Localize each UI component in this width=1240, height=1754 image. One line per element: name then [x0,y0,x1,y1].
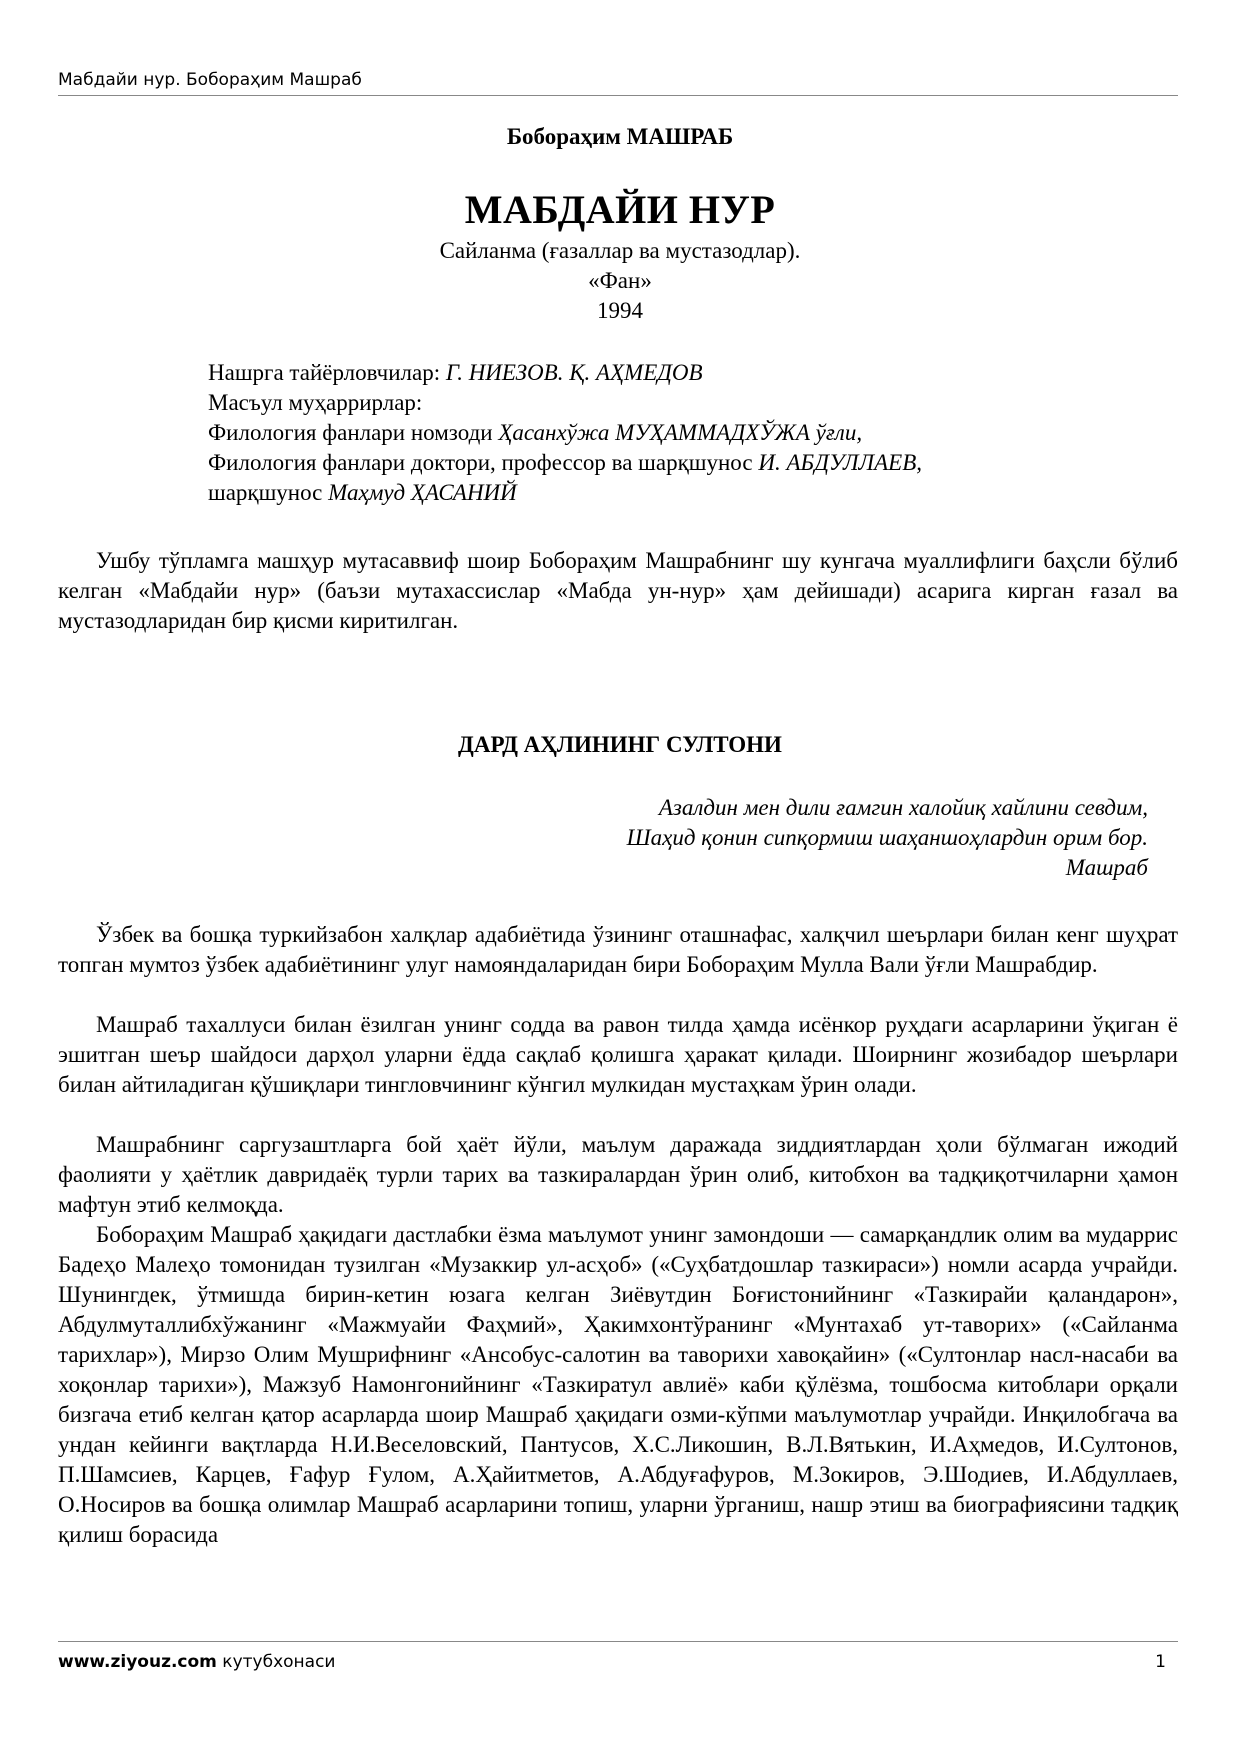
publisher: «Фан» [588,268,652,293]
intro-paragraph: Ушбу тўпламга машҳур мутасаввиф шоир Бобораҳим Машрабнинг шу кунгача муаллифлиги баҳсли бўлиб келган «Мабдайи нур» (баъзи мутахассислар «Мабда ун-нур» ҳам дейишади) асарига кирган ғазал ва мустазодларидан бир қисми киритилган. [58,548,1178,633]
body-paragraph: Машраб тахаллуси билан ёзилган унинг содда ва равон тилда ҳамда исёнкор руҳдаги асарларини ўқиган ё эшитган шеър шайдоси дарҳол уларни ёдда сақлаб қолишга ҳаракат қилади. Шоирнинг жозибадор шеърлари билан айтиладиган қўшиқлари тингловчининг кўнгил мулкидан мустаҳкам ўрин олади. [58,1012,1178,1097]
credits-block [208,358,1168,508]
body-paragraph: Машрабнинг саргузаштларга бой ҳаёт йўли, маълум даражада зиддиятлардан ҳоли бўлмаган ижодий фаолияти у ҳаётлик давридаёқ турли тарих ва тазкиралардан ўрин олиб, китобхон ва тадқиқотчиларни ҳамон мафтун этиб келмоқда. [58,1132,1178,1217]
site-link[interactable]: www.ziyouz.com [58,1652,217,1672]
credits-editors: Нашрга тайёрловчилар: Г. НИЕЗОВ. Қ. АҲМЕДОВ [208,360,703,385]
book-subtitle: Сайланма (ғазаллар ва мустазодлар). [439,238,801,263]
body-paragraph: Ўзбек ва бошқа туркийзабон халқлар адабиётида ўзининг оташнафас, халқчил шеърлари билан кенг шуҳрат топган мумтоз ўзбек адабиётининг улуг намояндаларидан бири Бобораҳим Мулла Вали ўғли Машрабдир. [58,922,1178,977]
credits-responsible: Масъул муҳаррирлар: [208,390,423,415]
page-number: 1 [1155,1652,1166,1672]
credits-editor-1: Филология фанлари номзоди Ҳасанхўжа МУҲАММАДХЎЖА ўғли, [208,420,863,445]
book-author: Бобораҳим МАШРАБ [506,124,734,149]
epigraph-line: Шаҳид қонин сипқормиш шаҳаншоҳлардин орим бор. [626,825,1148,850]
epigraph [448,793,1148,883]
running-header: Мабдайи нур. Бобораҳим Машраб [58,70,1178,96]
publication-year: 1994 [597,298,643,323]
epigraph-author: Машраб [1065,855,1148,880]
section-title: ДАРД АҲЛИНИНГ СУЛТОНИ [458,732,782,757]
credits-editor-3: шарқшунос Маҳмуд ҲАСАНИЙ [208,480,517,505]
body-paragraph: Бобораҳим Машраб ҳақидаги дастлабки ёзма маълумот унинг замондоши — самарқандлик олим ва мударрис Бадеҳо Малеҳо томонидан тузилган «Музаккир ул-асҳоб» («Суҳбатдошлар тазкираси») номли асарда учрайди. Шунингдек, ўтмишда бирин-кетин юзага келган Зиёвутдин Боғистонийнинг «Тазкирайи қаландарон», Абдулмуталлибхўжанинг «Мажмуайи Фаҳмий», Ҳакимхонтўранинг «Мунтахаб ут-таворих» («Сайланма тарихлар»), Мирзо Олим Мушрифнинг «Ансобус-салотин ва таворихи хавоқайин» («Султонлар насл-насаби ва хоқонлар тарихи»), Мажзуб Намонгонийнинг «Тазкиратул авлиё» каби қўлёзма, тошбосма китоблари орқали бизгача етиб келган қатор асарларда шоир Машраб ҳақидаги озми-кўпми маълумотлар учрайди. Инқилобгача ва ундан кейинги вақтларда Н.И.Веселовский, Пантусов, Х.С.Ликошин, В.Л.Вятькин, И.Аҳмедов, И.Султонов, П.Шамсиев, Карцев, Ғафур Ғулом, А.Ҳайитметов, А.Абдуғафуров, М.Зокиров, Э.Шодиев, И.Абдуллаев, О.Носиров ва бошқа олимлар Машраб асарларини топиш, уларни ўрганиш, нашр этиш ва биографиясини тадқиқ қилиш борасида [58,1222,1178,1547]
library-label: кутубхонаси [216,1652,336,1672]
credits-editor-2: Филология фанлари доктори, профессор ва шарқшунос И. АБДУЛЛАЕВ, [208,450,923,475]
epigraph-line: Азалдин мен дили ғамгин халойиқ хайлини севдим, [658,795,1148,820]
page-footer [58,1641,1178,1672]
book-title: МАБДАЙИ НУР [464,187,776,232]
